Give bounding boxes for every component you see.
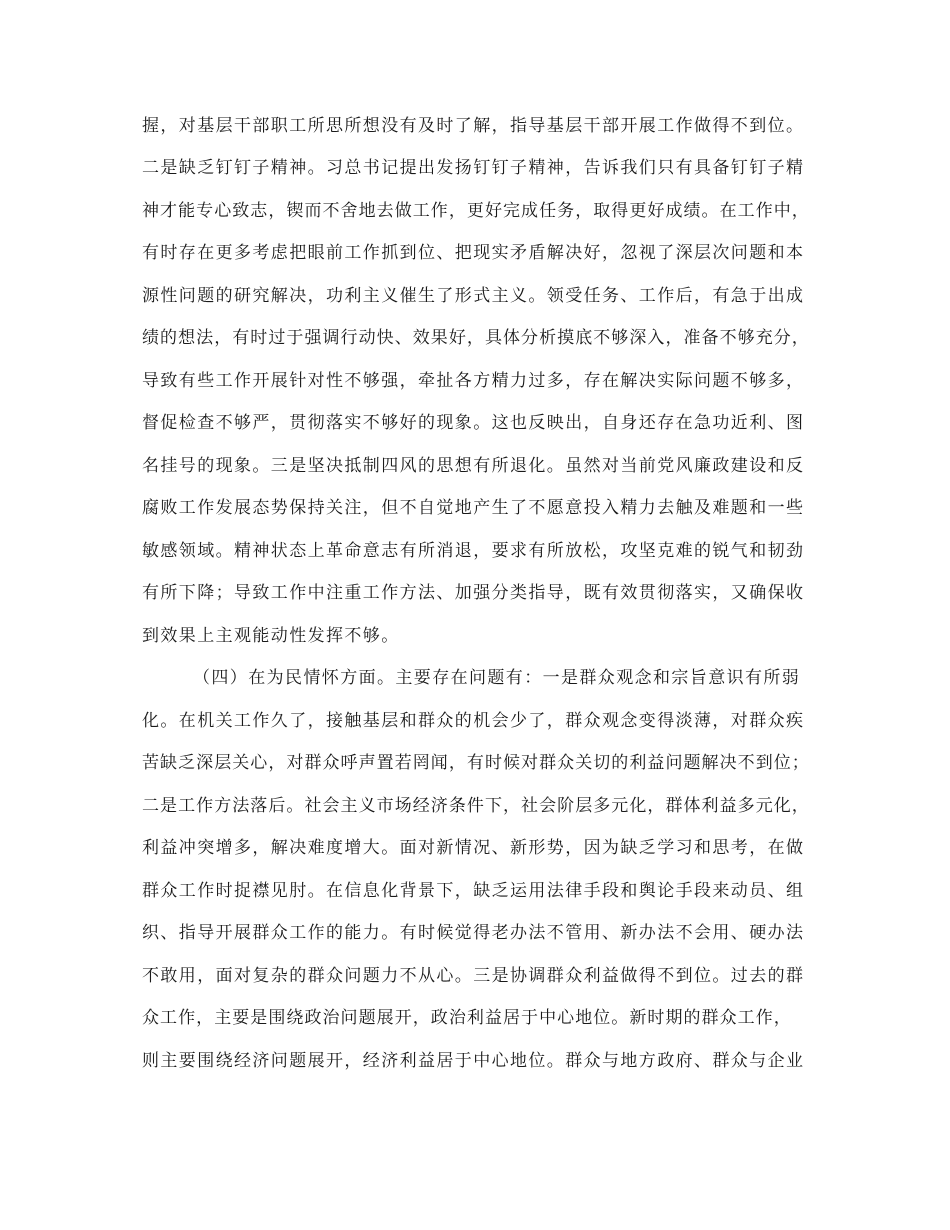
text-line: 苦缺乏深层关心，对群众呼声置若罔闻，有时候对群众关切的利益问题解决不到位； [142, 753, 810, 773]
text-line: 不敢用，面对复杂的群众问题力不从心。三是协调群众利益做得不到位。过去的群 [142, 966, 805, 986]
text-line: 名挂号的现象。三是坚决抵制四风的思想有所退化。虽然对当前党风廉政建设和反 [142, 456, 805, 476]
text-line: 二是工作方法落后。社会主义市场经济条件下，社会阶层多元化，群体利益多元化， [142, 796, 810, 816]
text-line: 二是缺乏钉钉子精神。习总书记提出发扬钉钉子精神，告诉我们只有具备钉钉子精 [142, 158, 805, 178]
text-line: 绩的想法，有时过于强调行动快、效果好，具体分析摸底不够深入，准备不够充分， [142, 328, 810, 348]
text-line: 化。在机关工作久了，接触基层和群众的机会少了，群众观念变得淡薄，对群众疾 [142, 711, 805, 731]
text-line: 织、指导开展群众工作的能力。有时候觉得老办法不管用、新办法不会用、硬办法 [142, 923, 805, 943]
text-line: 导致有些工作开展针对性不够强，牵扯各方精力过多，存在解决实际问题不够多， [142, 371, 805, 391]
text-line: 腐败工作发展态势保持关注，但不自觉地产生了不愿意投入精力去触及难题和一些 [142, 498, 805, 518]
text-line: 利益冲突增多，解决难度增大。面对新情况、新形势，因为缺乏学习和思考，在做 [142, 838, 805, 858]
text-line: 神才能专心致志，锲而不舍地去做工作，更好完成任务，取得更好成绩。在工作中， [142, 201, 810, 221]
section-heading-line: （四）在为民情怀方面。主要存在问题有：一是群众观念和宗旨意识有所弱 [193, 668, 801, 688]
text-line: 到效果上主观能动性发挥不够。 [142, 626, 400, 646]
text-line: 敏感领域。精神状态上革命意志有所消退，要求有所放松，攻坚克难的锐气和韧劲 [142, 541, 805, 561]
text-line: 握，对基层干部职工所思所想没有及时了解，指导基层干部开展工作做得不到位。 [142, 116, 805, 136]
text-line: 有时存在更多考虑把眼前工作抓到位、把现实矛盾解决好，忽视了深层次问题和本 [142, 243, 805, 263]
text-line: 则主要围绕经济问题展开，经济利益居于中心地位。群众与地方政府、群众与企业 [142, 1051, 805, 1071]
text-line: 督促检查不够严，贯彻落实不够好的现象。这也反映出，自身还存在急功近利、图 [142, 413, 805, 433]
text-line: 源性问题的研究解决，功利主义催生了形式主义。领受任务、工作后，有急于出成 [142, 286, 805, 306]
text-line: 众工作，主要是围绕政治问题展开，政治利益居于中心地位。新时期的群众工作， [142, 1008, 792, 1028]
text-line: 有所下降；导致工作中注重工作方法、加强分类指导，既有效贯彻落实，又确保收 [142, 583, 805, 603]
text-line: 群众工作时捉襟见肘。在信息化背景下，缺乏运用法律手段和舆论手段来动员、组 [142, 881, 805, 901]
